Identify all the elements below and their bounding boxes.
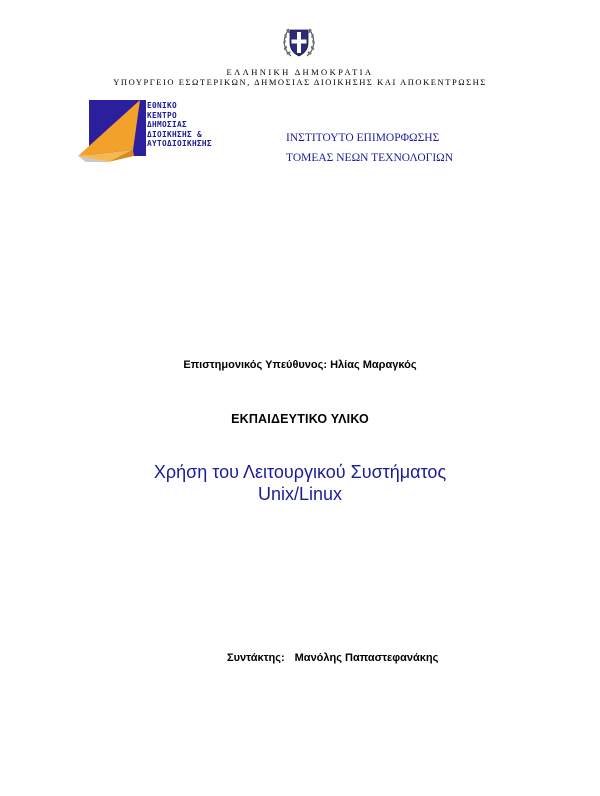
title-line-2: Unix/Linux [257,484,343,504]
material-heading: ΕΚΠΑΙΔΕΥΤΙΚΟ ΥΛΙΚΟ [231,412,369,426]
ministry-heading: ΥΠΟΥΡΓΕΙΟ ΕΣΩΤΕΡΙΚΩΝ, ΔΗΜΟΣΙΑΣ ΔΙΟΙΚΗΣΗΣ ΚΑΙ ΑΠΟΚΕΝΤΡΩΣΗΣ [113,77,487,87]
title-line-1: Χρήση του Λειτουργικού Συστήματος [153,462,447,482]
logo-line: ΕΘΝΙΚΟ [147,101,177,110]
logo-line: ΑΥΤΟΔΙΟΙΚΗΣΗΣ [147,139,212,149]
responsible-label: Επιστημονικός Υπεύθυνος: [183,359,328,371]
scientific-responsible [0,359,600,371]
republic-heading: ΕΛΛΗΝΙΚΗ ΔΗΜΟΚΡΑΤΙΑ [226,67,374,77]
institute-block [286,128,453,168]
ekdda-logo-icon [78,100,228,162]
responsible-name: Ηλίας Μαραγκός [330,359,417,371]
institute-name: ΙΝΣΤΙΤΟΥΤΟ ΕΠΙΜΟΡΦΩΣΗΣ [286,132,440,144]
author-label: Συντάκτης: [227,652,285,664]
logo-line: ΚΕΝΤΡΟ [147,110,177,120]
author-name: Μανόλης Παπαστεφανάκης [294,652,439,664]
logo-line: ΔΙΟΙΚΗΣΗΣ & [147,129,202,139]
greek-state-seal-icon [279,22,319,62]
document-title [0,461,600,505]
author-block [227,652,438,664]
logo-line: ΔΗΜΟΣΙΑΣ [147,120,187,130]
sector-name: ΤΟΜΕΑΣ ΝΕΩΝ ΤΕΧΝΟΛΟΓΙΩΝ [286,152,454,164]
ekdda-logo-text [147,101,212,149]
